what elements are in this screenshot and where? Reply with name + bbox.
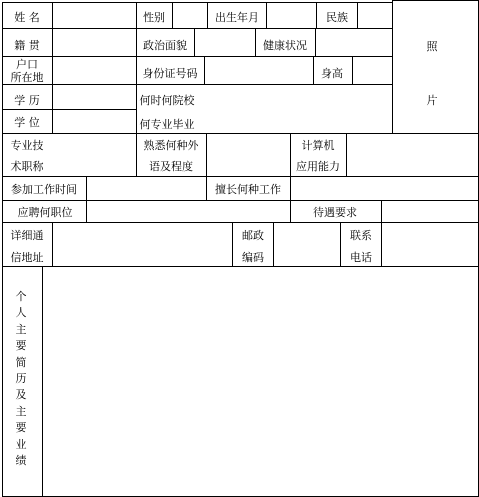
field-language[interactable]: [207, 134, 290, 176]
field-specialty[interactable]: [291, 177, 478, 200]
label-address-2: 信地址: [10, 251, 44, 264]
label-id-number: 身份证号码: [142, 67, 198, 80]
field-address[interactable]: [53, 223, 232, 266]
label-language-1: 熟悉何种外: [143, 139, 199, 152]
label-photo-2: 片: [426, 94, 438, 107]
label-position: 应聘何职位: [17, 206, 73, 219]
label-work-start: 参加工作时间: [11, 183, 77, 196]
field-gender[interactable]: [173, 3, 207, 28]
grid-line: [316, 2, 317, 28]
field-health[interactable]: [316, 29, 392, 56]
field-political-status[interactable]: [195, 29, 255, 56]
label-address-1: 详细通: [10, 229, 44, 242]
field-salary[interactable]: [382, 201, 478, 222]
label-title-2: 术职称: [10, 160, 44, 173]
label-computer-1: 计算机: [301, 139, 335, 152]
grid-line: [206, 176, 207, 200]
label-name: 姓 名: [14, 11, 40, 24]
field-phone[interactable]: [382, 223, 478, 266]
field-computer[interactable]: [347, 134, 478, 176]
field-title[interactable]: [53, 134, 136, 176]
grid-line: [290, 200, 291, 222]
label-hukou-1: 户口: [16, 58, 38, 71]
photo-box[interactable]: [393, 1, 478, 133]
label-health: 健康状况: [263, 39, 307, 52]
field-position[interactable]: [87, 201, 290, 222]
grid-line: [232, 222, 233, 266]
field-name[interactable]: [53, 3, 136, 28]
label-specialty: 擅长何种工作: [215, 183, 281, 196]
field-native-place[interactable]: [53, 29, 136, 56]
field-resume[interactable]: [43, 267, 478, 496]
label-political-status: 政治面貌: [143, 39, 187, 52]
label-resume-vertical: 个 人 主 要 简 历 及 主 要 业 绩: [15, 290, 27, 468]
field-postcode[interactable]: [274, 223, 340, 266]
field-hukou[interactable]: [53, 57, 136, 84]
label-photo-1: 照: [426, 40, 438, 53]
field-work-start[interactable]: [87, 177, 206, 200]
field-birth[interactable]: [267, 3, 316, 28]
grid-line: [340, 222, 341, 266]
label-hukou-2: 所在地: [10, 71, 44, 84]
label-height: 身高: [321, 67, 343, 80]
label-computer-2: 应用能力: [296, 160, 340, 173]
field-education[interactable]: [53, 85, 136, 109]
label-birth: 出生年月: [215, 11, 259, 24]
field-ethnicity[interactable]: [358, 3, 392, 28]
label-title-1: 专业技: [10, 139, 44, 152]
label-salary: 待遇要求: [313, 206, 357, 219]
label-native-place: 籍 贯: [14, 39, 40, 52]
field-school[interactable]: [198, 85, 392, 133]
label-degree: 学 位: [14, 116, 40, 129]
label-postcode-2: 编码: [242, 251, 264, 264]
field-id-number[interactable]: [205, 57, 313, 84]
grid-line: [255, 28, 256, 56]
label-school-1: 何时何院校: [139, 94, 195, 107]
label-ethnicity: 民族: [326, 11, 348, 24]
field-height[interactable]: [353, 57, 392, 84]
field-degree[interactable]: [53, 110, 136, 133]
label-education: 学 历: [14, 94, 40, 107]
label-phone-1: 联系: [350, 229, 372, 242]
label-phone-2: 电话: [350, 251, 372, 264]
grid-line: [290, 133, 291, 176]
grid-line: [313, 56, 314, 84]
label-gender: 性别: [143, 11, 165, 24]
grid-line: [2, 2, 3, 497]
label-language-2: 语及程度: [149, 160, 193, 173]
grid-line: [207, 2, 208, 28]
label-school-2: 何专业毕业: [139, 118, 195, 131]
grid-line: [136, 2, 137, 176]
label-postcode-1: 邮政: [242, 229, 264, 242]
